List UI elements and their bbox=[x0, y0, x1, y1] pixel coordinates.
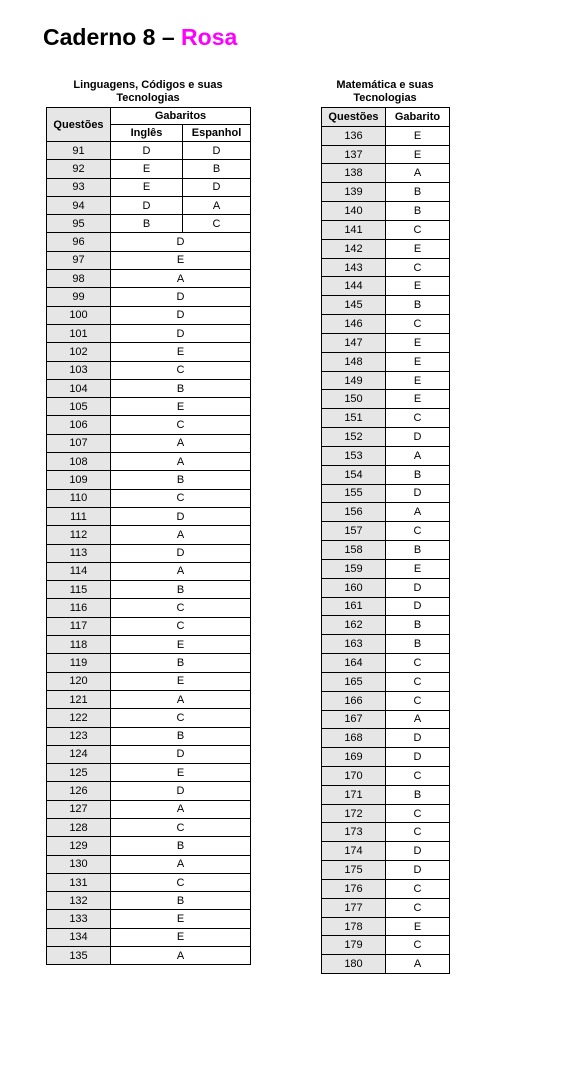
answer-ingles: E bbox=[111, 160, 183, 178]
table-row bbox=[322, 635, 450, 654]
question-number: 132 bbox=[47, 892, 111, 910]
answer: C bbox=[386, 691, 450, 710]
table-header-row bbox=[47, 108, 251, 125]
question-number: 125 bbox=[47, 764, 111, 782]
answer: C bbox=[386, 315, 450, 334]
table-row bbox=[322, 559, 450, 578]
question-number: 153 bbox=[322, 446, 386, 465]
linguagens-caption: Linguagens, Códigos e suas Tecnologias bbox=[73, 79, 223, 104]
question-number: 147 bbox=[322, 333, 386, 352]
question-number: 130 bbox=[47, 855, 111, 873]
answer: D bbox=[111, 507, 251, 525]
question-number: 154 bbox=[322, 465, 386, 484]
question-number: 107 bbox=[47, 434, 111, 452]
question-number: 110 bbox=[47, 489, 111, 507]
table-row bbox=[322, 428, 450, 447]
answer: A bbox=[111, 270, 251, 288]
question-number: 117 bbox=[47, 617, 111, 635]
table-row bbox=[322, 258, 450, 277]
answer-espanhol: D bbox=[183, 142, 251, 160]
table-row bbox=[47, 654, 251, 672]
table-row bbox=[322, 955, 450, 974]
question-number: 144 bbox=[322, 277, 386, 296]
answer: E bbox=[386, 239, 450, 258]
question-number: 124 bbox=[47, 745, 111, 763]
table-row bbox=[322, 936, 450, 955]
table-row bbox=[47, 910, 251, 928]
answer: D bbox=[111, 288, 251, 306]
table-row bbox=[322, 202, 450, 221]
question-number: 134 bbox=[47, 928, 111, 946]
table-row bbox=[47, 636, 251, 654]
question-number: 164 bbox=[322, 654, 386, 673]
answer: D bbox=[111, 745, 251, 763]
answer: A bbox=[386, 503, 450, 522]
table-row bbox=[47, 398, 251, 416]
table-row bbox=[322, 578, 450, 597]
answer: C bbox=[386, 220, 450, 239]
table-row bbox=[322, 691, 450, 710]
answer-ingles: B bbox=[111, 215, 183, 233]
question-number: 155 bbox=[322, 484, 386, 503]
table-row bbox=[322, 898, 450, 917]
answer: C bbox=[111, 818, 251, 836]
answer-espanhol: C bbox=[183, 215, 251, 233]
question-number: 106 bbox=[47, 416, 111, 434]
question-number: 121 bbox=[47, 690, 111, 708]
answer-ingles: E bbox=[111, 178, 183, 196]
question-number: 108 bbox=[47, 453, 111, 471]
table-row bbox=[322, 917, 450, 936]
question-number: 145 bbox=[322, 296, 386, 315]
question-number: 172 bbox=[322, 804, 386, 823]
answer-espanhol: A bbox=[183, 196, 251, 214]
table-row bbox=[322, 823, 450, 842]
answer: E bbox=[386, 277, 450, 296]
table-row bbox=[47, 288, 251, 306]
table-row bbox=[47, 142, 251, 160]
answer: C bbox=[386, 879, 450, 898]
answer: C bbox=[111, 489, 251, 507]
table-row bbox=[47, 507, 251, 525]
table-row bbox=[322, 277, 450, 296]
question-number: 137 bbox=[322, 145, 386, 164]
table-header-row bbox=[322, 108, 450, 127]
table-row bbox=[47, 233, 251, 251]
answer: E bbox=[111, 398, 251, 416]
answer: C bbox=[111, 361, 251, 379]
question-number: 101 bbox=[47, 324, 111, 342]
table-row bbox=[322, 597, 450, 616]
table-row bbox=[322, 879, 450, 898]
table-row bbox=[47, 562, 251, 580]
table-row bbox=[47, 379, 251, 397]
question-number: 157 bbox=[322, 522, 386, 541]
question-number: 123 bbox=[47, 727, 111, 745]
table-row bbox=[322, 766, 450, 785]
question-number: 127 bbox=[47, 800, 111, 818]
answer: E bbox=[386, 145, 450, 164]
question-number: 177 bbox=[322, 898, 386, 917]
table-row bbox=[322, 239, 450, 258]
table-row bbox=[47, 196, 251, 214]
table-row bbox=[322, 842, 450, 861]
answer: B bbox=[111, 837, 251, 855]
title-color-word: Rosa bbox=[181, 24, 238, 50]
question-number: 148 bbox=[322, 352, 386, 371]
table-row bbox=[322, 390, 450, 409]
answer: B bbox=[386, 296, 450, 315]
answer: C bbox=[386, 804, 450, 823]
table-row bbox=[322, 164, 450, 183]
gabaritos-header: Gabaritos bbox=[111, 108, 251, 125]
table-row bbox=[322, 220, 450, 239]
answer: D bbox=[386, 578, 450, 597]
question-number: 169 bbox=[322, 748, 386, 767]
table-row bbox=[47, 873, 251, 891]
question-number: 103 bbox=[47, 361, 111, 379]
question-number: 120 bbox=[47, 672, 111, 690]
table-row bbox=[322, 672, 450, 691]
question-number: 166 bbox=[322, 691, 386, 710]
question-number: 160 bbox=[322, 578, 386, 597]
question-number: 95 bbox=[47, 215, 111, 233]
question-number: 173 bbox=[322, 823, 386, 842]
question-number: 99 bbox=[47, 288, 111, 306]
answer: B bbox=[386, 785, 450, 804]
answer: B bbox=[111, 654, 251, 672]
question-number: 175 bbox=[322, 861, 386, 880]
page-title bbox=[43, 24, 237, 51]
answer: A bbox=[111, 434, 251, 452]
question-number: 146 bbox=[322, 315, 386, 334]
table-row bbox=[47, 343, 251, 361]
table-row bbox=[322, 748, 450, 767]
table-row bbox=[322, 616, 450, 635]
answer: A bbox=[111, 690, 251, 708]
question-number: 126 bbox=[47, 782, 111, 800]
question-number: 131 bbox=[47, 873, 111, 891]
table-row bbox=[47, 928, 251, 946]
table-row bbox=[322, 484, 450, 503]
table-row bbox=[47, 709, 251, 727]
question-number: 149 bbox=[322, 371, 386, 390]
answer: A bbox=[111, 526, 251, 544]
table-row bbox=[47, 947, 251, 965]
answer: C bbox=[111, 416, 251, 434]
answer: D bbox=[111, 782, 251, 800]
answer: D bbox=[386, 842, 450, 861]
table-row bbox=[322, 541, 450, 560]
answer: B bbox=[386, 183, 450, 202]
table-row bbox=[322, 785, 450, 804]
answer-ingles: D bbox=[111, 196, 183, 214]
table-row bbox=[322, 654, 450, 673]
question-number: 122 bbox=[47, 709, 111, 727]
answer: D bbox=[386, 861, 450, 880]
answer: B bbox=[111, 471, 251, 489]
answer: D bbox=[111, 306, 251, 324]
table-row bbox=[322, 503, 450, 522]
question-number: 165 bbox=[322, 672, 386, 691]
espanhol-header: Espanhol bbox=[183, 125, 251, 142]
question-number: 111 bbox=[47, 507, 111, 525]
answer: D bbox=[111, 544, 251, 562]
question-number: 112 bbox=[47, 526, 111, 544]
answer: B bbox=[111, 379, 251, 397]
answer: E bbox=[386, 126, 450, 145]
answer: B bbox=[386, 202, 450, 221]
table-row bbox=[322, 315, 450, 334]
answer: E bbox=[111, 672, 251, 690]
question-number: 162 bbox=[322, 616, 386, 635]
answer: C bbox=[386, 936, 450, 955]
answer-espanhol: B bbox=[183, 160, 251, 178]
table-row bbox=[47, 251, 251, 269]
linguagens-answer-table bbox=[46, 107, 251, 965]
question-number: 152 bbox=[322, 428, 386, 447]
answer: C bbox=[386, 823, 450, 842]
answer: C bbox=[386, 409, 450, 428]
answer: B bbox=[111, 581, 251, 599]
table-row bbox=[322, 522, 450, 541]
question-number: 163 bbox=[322, 635, 386, 654]
answer: D bbox=[386, 729, 450, 748]
question-number: 158 bbox=[322, 541, 386, 560]
table-row bbox=[47, 544, 251, 562]
question-number: 179 bbox=[322, 936, 386, 955]
answer: C bbox=[386, 522, 450, 541]
question-number: 98 bbox=[47, 270, 111, 288]
table-row bbox=[47, 361, 251, 379]
answer: E bbox=[386, 390, 450, 409]
table-row bbox=[47, 782, 251, 800]
question-number: 113 bbox=[47, 544, 111, 562]
answer: A bbox=[386, 955, 450, 974]
answer: E bbox=[111, 928, 251, 946]
table-row bbox=[322, 352, 450, 371]
answer: A bbox=[111, 800, 251, 818]
answer: D bbox=[386, 484, 450, 503]
answer: A bbox=[111, 947, 251, 965]
table-row bbox=[322, 729, 450, 748]
answer: E bbox=[386, 371, 450, 390]
answer-espanhol: D bbox=[183, 178, 251, 196]
answer: A bbox=[386, 446, 450, 465]
table-row bbox=[322, 145, 450, 164]
questoes-header: Questões bbox=[322, 108, 386, 127]
table-row bbox=[47, 416, 251, 434]
question-number: 138 bbox=[322, 164, 386, 183]
question-number: 141 bbox=[322, 220, 386, 239]
question-number: 167 bbox=[322, 710, 386, 729]
question-number: 180 bbox=[322, 955, 386, 974]
table-row bbox=[322, 861, 450, 880]
question-number: 91 bbox=[47, 142, 111, 160]
answer: C bbox=[111, 599, 251, 617]
question-number: 139 bbox=[322, 183, 386, 202]
answer: D bbox=[386, 428, 450, 447]
answer: C bbox=[386, 766, 450, 785]
title-prefix: Caderno 8 – bbox=[43, 24, 182, 50]
question-number: 174 bbox=[322, 842, 386, 861]
table-row bbox=[47, 690, 251, 708]
table-row bbox=[47, 215, 251, 233]
question-number: 136 bbox=[322, 126, 386, 145]
table-row bbox=[322, 183, 450, 202]
answer: D bbox=[386, 748, 450, 767]
question-number: 159 bbox=[322, 559, 386, 578]
table-row bbox=[47, 453, 251, 471]
answer: C bbox=[386, 654, 450, 673]
question-number: 115 bbox=[47, 581, 111, 599]
question-number: 168 bbox=[322, 729, 386, 748]
gabarito-header: Gabarito bbox=[386, 108, 450, 127]
question-number: 140 bbox=[322, 202, 386, 221]
answer: B bbox=[111, 892, 251, 910]
question-number: 116 bbox=[47, 599, 111, 617]
table-row bbox=[322, 446, 450, 465]
table-row bbox=[322, 333, 450, 352]
questoes-header: Questões bbox=[47, 108, 111, 142]
table-row bbox=[47, 471, 251, 489]
answer: E bbox=[386, 352, 450, 371]
table-row bbox=[47, 599, 251, 617]
question-number: 133 bbox=[47, 910, 111, 928]
question-number: 171 bbox=[322, 785, 386, 804]
question-number: 96 bbox=[47, 233, 111, 251]
answer: B bbox=[111, 727, 251, 745]
table-row bbox=[47, 727, 251, 745]
table-row bbox=[47, 855, 251, 873]
table-row bbox=[322, 465, 450, 484]
answer: E bbox=[386, 559, 450, 578]
ingles-header: Inglês bbox=[111, 125, 183, 142]
table-row bbox=[47, 306, 251, 324]
answer: E bbox=[386, 333, 450, 352]
table-row bbox=[47, 526, 251, 544]
table-row bbox=[47, 617, 251, 635]
answer-ingles: D bbox=[111, 142, 183, 160]
answer: A bbox=[111, 453, 251, 471]
table-row bbox=[47, 745, 251, 763]
question-number: 92 bbox=[47, 160, 111, 178]
question-number: 129 bbox=[47, 837, 111, 855]
answer: A bbox=[386, 710, 450, 729]
question-number: 135 bbox=[47, 947, 111, 965]
table-row bbox=[322, 371, 450, 390]
answer: D bbox=[111, 233, 251, 251]
answer: C bbox=[386, 672, 450, 691]
question-number: 142 bbox=[322, 239, 386, 258]
table-row bbox=[47, 489, 251, 507]
answer: D bbox=[111, 324, 251, 342]
answer: A bbox=[111, 562, 251, 580]
table-row bbox=[322, 126, 450, 145]
answer: E bbox=[111, 343, 251, 361]
question-number: 114 bbox=[47, 562, 111, 580]
table-row bbox=[322, 296, 450, 315]
table-row bbox=[47, 764, 251, 782]
question-number: 118 bbox=[47, 636, 111, 654]
answer: A bbox=[386, 164, 450, 183]
table-row bbox=[322, 409, 450, 428]
table-row bbox=[47, 434, 251, 452]
question-number: 109 bbox=[47, 471, 111, 489]
matematica-caption: Matemática e suas Tecnologias bbox=[336, 79, 434, 104]
answer: B bbox=[386, 541, 450, 560]
answer: B bbox=[386, 465, 450, 484]
matematica-answer-table bbox=[321, 107, 450, 974]
table-row bbox=[47, 324, 251, 342]
answer: E bbox=[386, 917, 450, 936]
answer: E bbox=[111, 251, 251, 269]
answer: C bbox=[111, 709, 251, 727]
question-number: 94 bbox=[47, 196, 111, 214]
question-number: 143 bbox=[322, 258, 386, 277]
answer: C bbox=[111, 873, 251, 891]
answer: E bbox=[111, 636, 251, 654]
table-row bbox=[47, 160, 251, 178]
question-number: 176 bbox=[322, 879, 386, 898]
answer: E bbox=[111, 764, 251, 782]
question-number: 105 bbox=[47, 398, 111, 416]
question-number: 102 bbox=[47, 343, 111, 361]
question-number: 150 bbox=[322, 390, 386, 409]
question-number: 104 bbox=[47, 379, 111, 397]
table-row bbox=[47, 672, 251, 690]
question-number: 178 bbox=[322, 917, 386, 936]
answer: B bbox=[386, 635, 450, 654]
table-row bbox=[47, 178, 251, 196]
table-row bbox=[47, 581, 251, 599]
question-number: 170 bbox=[322, 766, 386, 785]
table-row bbox=[322, 710, 450, 729]
table-row bbox=[47, 837, 251, 855]
table-row bbox=[322, 804, 450, 823]
question-number: 119 bbox=[47, 654, 111, 672]
table-row bbox=[47, 800, 251, 818]
answer: D bbox=[386, 597, 450, 616]
answer: C bbox=[386, 258, 450, 277]
question-number: 93 bbox=[47, 178, 111, 196]
answer: B bbox=[386, 616, 450, 635]
answer: A bbox=[111, 855, 251, 873]
question-number: 156 bbox=[322, 503, 386, 522]
answer: C bbox=[111, 617, 251, 635]
question-number: 97 bbox=[47, 251, 111, 269]
table-row bbox=[47, 270, 251, 288]
question-number: 151 bbox=[322, 409, 386, 428]
question-number: 161 bbox=[322, 597, 386, 616]
question-number: 100 bbox=[47, 306, 111, 324]
answer: C bbox=[386, 898, 450, 917]
question-number: 128 bbox=[47, 818, 111, 836]
table-row bbox=[47, 818, 251, 836]
answer: E bbox=[111, 910, 251, 928]
table-row bbox=[47, 892, 251, 910]
